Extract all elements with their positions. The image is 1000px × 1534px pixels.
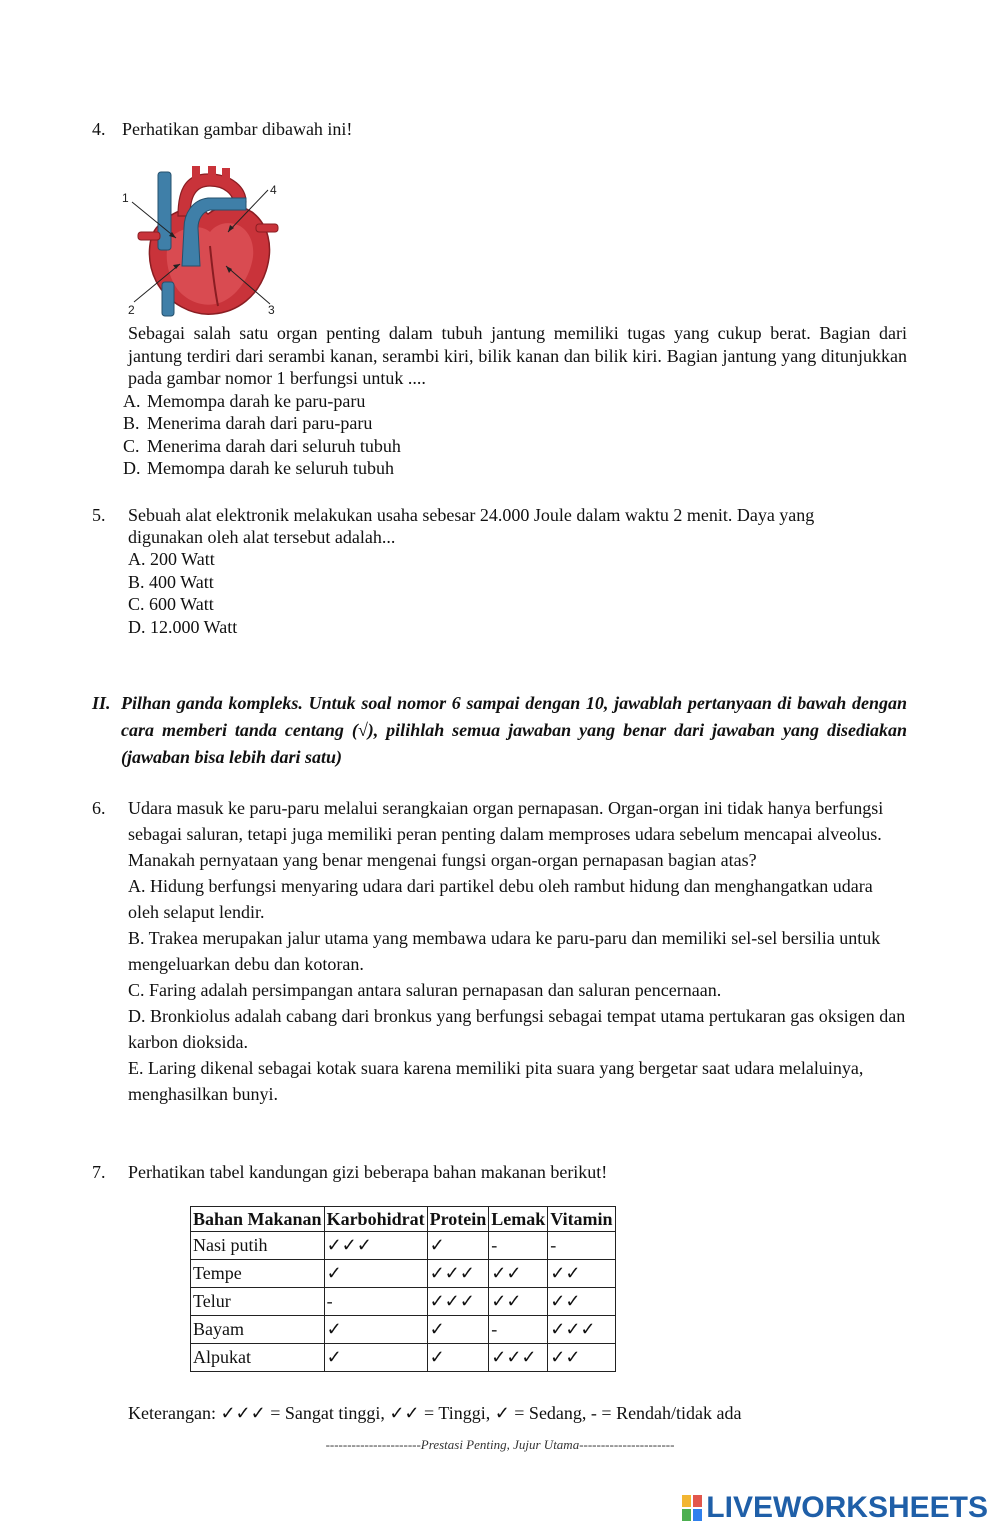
table-cell: ✓✓ bbox=[489, 1260, 548, 1288]
aorta-branch-1 bbox=[192, 166, 200, 180]
table-cell: Telur bbox=[191, 1288, 325, 1316]
liveworksheets-wordmark: LIVEWORKSHEETS bbox=[706, 1490, 988, 1524]
table-cell: ✓ bbox=[324, 1344, 427, 1372]
table-cell: ✓✓✓ bbox=[427, 1288, 489, 1316]
option-text: Memompa darah ke paru-paru bbox=[147, 391, 366, 411]
question-6-option-a[interactable]: A. Hidung berfungsi menyaring udara dari partikel debu oleh rambut hidung dan menghangatkan udara oleh selaput lendir. bbox=[128, 876, 873, 922]
question-4-option-c[interactable] bbox=[123, 435, 401, 458]
table-cell: - bbox=[489, 1316, 548, 1344]
question-5-option-d[interactable]: D. 12.000 Watt bbox=[128, 617, 238, 637]
table-cell: ✓✓ bbox=[548, 1288, 615, 1316]
nutrition-table bbox=[190, 1206, 616, 1372]
table-cell: ✓✓✓ bbox=[427, 1260, 489, 1288]
question-4-number: 4. bbox=[92, 119, 106, 139]
logo-block bbox=[693, 1509, 702, 1521]
table-cell: ✓✓ bbox=[548, 1344, 615, 1372]
heart-label-1: 1 bbox=[122, 191, 129, 205]
table-cell: ✓ bbox=[427, 1316, 489, 1344]
question-6-number: 6. bbox=[92, 798, 106, 818]
pulmonary-vein-2 bbox=[138, 232, 160, 240]
option-text: Menerima darah dari seluruh tubuh bbox=[147, 436, 401, 456]
logo-block bbox=[693, 1495, 702, 1507]
vena-cava-inferior bbox=[162, 282, 174, 316]
table-cell: Bayam bbox=[191, 1316, 325, 1344]
table-header: Lemak bbox=[489, 1207, 548, 1232]
logo-block bbox=[682, 1495, 691, 1507]
option-text: Menerima darah dari paru-paru bbox=[147, 413, 373, 433]
option-text: Memompa darah ke seluruh tubuh bbox=[147, 458, 394, 478]
section-2-instructions bbox=[92, 690, 907, 771]
logo-block bbox=[682, 1509, 691, 1521]
aorta-branch-3 bbox=[222, 168, 230, 180]
table-cell: ✓✓✓ bbox=[489, 1344, 548, 1372]
table-legend: Keterangan: ✓✓✓ = Sangat tinggi, ✓✓ = Tinggi, ✓ = Sedang, - = Rendah/tidak ada bbox=[128, 1403, 742, 1423]
section-2-text: Pilhan ganda kompleks. Untuk soal nomor 6 sampai dengan 10, jawablah pertanyaan di bawah dengan cara memberi tanda centang (√), pilihlah semua jawaban yang benar dari jawaban yang disediakan (jawaban bisa lebih dari satu) bbox=[121, 693, 907, 767]
question-5-option-a[interactable]: A. 200 Watt bbox=[128, 549, 215, 569]
question-7-number: 7. bbox=[92, 1162, 106, 1182]
table-header: Protein bbox=[427, 1207, 489, 1232]
option-letter: B. bbox=[123, 413, 140, 433]
table-header: Vitamin bbox=[548, 1207, 615, 1232]
table-row bbox=[191, 1232, 616, 1260]
question-6-block bbox=[128, 795, 908, 1107]
table-cell: ✓✓✓ bbox=[324, 1232, 427, 1260]
table-cell: ✓✓✓ bbox=[548, 1316, 615, 1344]
table-row bbox=[191, 1288, 616, 1316]
question-6-text: Udara masuk ke paru-paru melalui serangkaian organ pernapasan. Organ-organ ini tidak hanya berfungsi sebagai saluran, tetapi juga memiliki peran penting dalam memproses udara sebelum mencapai alveolus. Manakah pernyataan yang benar mengenai fungsi organ-organ pernapasan bagian atas? bbox=[128, 798, 884, 870]
question-6-option-b[interactable]: B. Trakea merupakan jalur utama yang membawa udara ke paru-paru dan memiliki sel-sel bersilia untuk mengeluarkan debu dan kotoran. bbox=[128, 928, 881, 974]
table-cell: ✓✓ bbox=[548, 1260, 615, 1288]
question-5-option-c[interactable]: C. 600 Watt bbox=[128, 594, 214, 614]
question-6-option-c[interactable]: C. Faring adalah persimpangan antara saluran pernapasan dan saluran pencernaan. bbox=[128, 980, 722, 1000]
table-cell: ✓ bbox=[324, 1260, 427, 1288]
question-4-option-b[interactable] bbox=[123, 412, 372, 435]
table-cell: ✓✓ bbox=[489, 1288, 548, 1316]
heart-diagram bbox=[118, 166, 286, 318]
table-cell: ✓ bbox=[427, 1232, 489, 1260]
table-row bbox=[191, 1260, 616, 1288]
table-cell: - bbox=[324, 1288, 427, 1316]
table-cell: Nasi putih bbox=[191, 1232, 325, 1260]
table-cell: - bbox=[548, 1232, 615, 1260]
table-header: Bahan Makanan bbox=[191, 1207, 325, 1232]
question-7-text: Perhatikan tabel kandungan gizi beberapa bahan makanan berikut! bbox=[128, 1162, 608, 1182]
question-5-number: 5. bbox=[92, 505, 106, 525]
aorta-branch-2 bbox=[208, 166, 216, 178]
question-6-option-d[interactable]: D. Bronkiolus adalah cabang dari bronkus yang berfungsi sebagai tempat utama pertukaran gas oksigen dan karbon dioksida. bbox=[128, 1006, 906, 1052]
pulmonary-vein bbox=[256, 224, 278, 232]
question-4-prompt: Perhatikan gambar dibawah ini! bbox=[122, 119, 353, 139]
section-2-number: II. bbox=[92, 693, 111, 713]
question-5-option-b[interactable]: B. 400 Watt bbox=[128, 572, 214, 592]
heart-label-3: 3 bbox=[268, 303, 275, 317]
option-letter: A. bbox=[123, 391, 141, 411]
liveworksheets-logo-icon bbox=[682, 1495, 702, 1521]
question-4-option-a[interactable] bbox=[123, 390, 365, 413]
option-letter: C. bbox=[123, 436, 140, 456]
heart-label-4: 4 bbox=[270, 183, 277, 197]
question-4-option-d[interactable] bbox=[123, 457, 394, 480]
question-4-text: Sebagai salah satu organ penting dalam tubuh jantung memiliki tugas yang cukup berat. Bagian dari jantung terdiri dari serambi kanan, serambi kiri, bilik kanan dan bilik kiri. Bagian jantung yang ditunjukkan pada gambar nomor 1 berfungsi untuk .... bbox=[128, 323, 907, 388]
table-header-row bbox=[191, 1207, 616, 1232]
table-cell: ✓ bbox=[427, 1344, 489, 1372]
table-cell: ✓ bbox=[324, 1316, 427, 1344]
table-cell: - bbox=[489, 1232, 548, 1260]
heart-label-2: 2 bbox=[128, 303, 135, 317]
question-6-option-e[interactable]: E. Laring dikenal sebagai kotak suara karena memiliki pita suara yang bergetar saat udara melaluinya, menghasilkan bunyi. bbox=[128, 1058, 864, 1104]
table-row bbox=[191, 1344, 616, 1372]
liveworksheets-brand bbox=[682, 1490, 988, 1526]
page-footer: ----------------------Prestasi Penting, Jujur Utama---------------------- bbox=[325, 1437, 675, 1452]
option-letter: D. bbox=[123, 458, 141, 478]
table-cell: Alpukat bbox=[191, 1344, 325, 1372]
table-cell: Tempe bbox=[191, 1260, 325, 1288]
table-header: Karbohidrat bbox=[324, 1207, 427, 1232]
table-row bbox=[191, 1316, 616, 1344]
question-5-text-line-1: Sebuah alat elektronik melakukan usaha sebesar 24.000 Joule dalam waktu 2 menit. Daya yang bbox=[128, 505, 815, 525]
question-5-text-line-2: digunakan oleh alat tersebut adalah... bbox=[128, 527, 396, 547]
